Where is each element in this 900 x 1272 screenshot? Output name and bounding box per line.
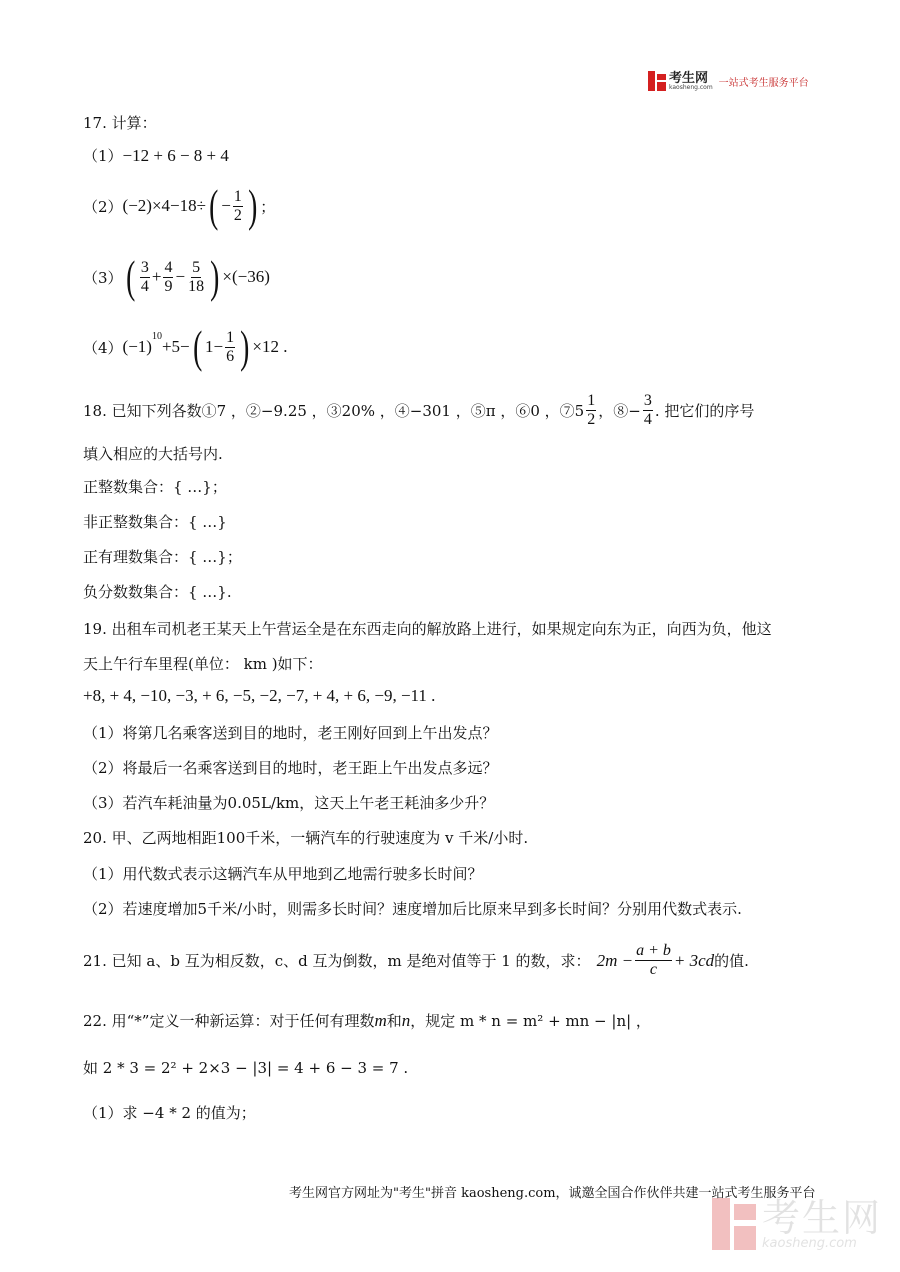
q19-p1: （1）将第几名乘客送到目的地时，老王刚好回到上午出发点？ [83, 724, 498, 742]
q18-line2: 填入相应的大括号内. [83, 445, 223, 463]
q17-p1-expr: −12 + 6 − 8 + 4 [122, 145, 229, 165]
q17-part2: （2） (−2)×4−18÷ ( − $\frac{1}{2}$ ) ； [83, 180, 276, 231]
q18-frac8: $\frac{3}{4}$ [643, 392, 652, 428]
q19-line2: 天上午行车里程(单位： km )如下： [83, 655, 323, 673]
q17-p3-frac3: $\frac{5}{18}$ [188, 258, 205, 295]
q22-var-m: m [374, 1010, 387, 1030]
q18-frac7: $\frac{1}{2}$ [587, 392, 596, 428]
q17-p3-end: ×(−36) [222, 267, 270, 286]
q20-line1: 20. 甲、乙两地相距100千米，一辆汽车的行驶速度为 v 千米/小时. [83, 829, 529, 847]
header-slogan: 一站式考生服务平台 [718, 77, 809, 89]
q18-set2: 非正整数集合：{ …} [83, 513, 227, 531]
q17-p2-label: （2） [83, 197, 123, 216]
q18-set1: 正整数集合：{ …}； [83, 478, 227, 496]
q17-part3: （3） ( $\frac{3}{4}$ + $\frac{4}{9}$ − $\frac{5}{18}$ ) ×(−36) [83, 251, 270, 302]
q17-p4-exponent: 10 [151, 331, 162, 342]
watermark-name: 考生网 [762, 1195, 883, 1240]
watermark-url: kaosheng.com [762, 1235, 857, 1251]
q17-p2-expr-a: (−2)×4−18÷ [122, 196, 206, 215]
q17-p4-fraction: $\frac{1}{6}$ [226, 328, 235, 365]
q17-p4-c: 1− [204, 337, 224, 356]
q18-line1-b: ，⑧− [598, 402, 641, 420]
q18-line1-a: 18. 已知下列各数①7 ，②−9.25 ，③20% ，④−301 ，⑤π ，⑥0 ，⑦5 [83, 402, 585, 420]
q21-fraction: $\frac{a + b}{c}$ [636, 942, 671, 978]
q19-data: +8, + 4, −10, −3, + 6, −5, −2, −7, + 4, + 6, −9, −11 . [83, 686, 436, 705]
q18-set4: 负分数数集合：{ …}. [83, 583, 232, 601]
watermark-mark-icon [712, 1198, 756, 1250]
q17-p3-frac1: $\frac{3}{4}$ [140, 258, 149, 295]
watermark-logo [712, 1195, 883, 1251]
q22-line1 [83, 1010, 651, 1031]
logo-mark-icon [648, 71, 666, 91]
q22-line2: 如 2 * 3 = 2² + 2×3 − |3| = 4 + 6 − 3 = 7 . [83, 1059, 409, 1077]
q19-p2: （2）将最后一名乘客送到目的地时，老王距上午出发点多远？ [83, 759, 498, 777]
q22-p1: （1）求 −4 * 2 的值为； [83, 1104, 256, 1122]
q17-p4-b: +5− [161, 337, 190, 356]
logo-name: 考生网 [669, 70, 709, 86]
q17-p3-op1: + [151, 267, 162, 286]
q22-line1-b: ，规定 m * n = m² + mn − |n| ， [410, 1012, 651, 1030]
q20-p1: （1）用代数式表示这辆汽车从甲地到乙地需行驶多长时间？ [83, 865, 483, 883]
q17-part4: （4） (−1) $^{10}$ +5− ( 1− $\frac{1}{6}$ ) ×12 . [83, 321, 288, 372]
q21-text: 21. 已知 a、b 互为相反数，c、d 互为倒数，m 是绝对值等于 1 的数，求： [83, 952, 591, 970]
q22-var-n: n [401, 1010, 411, 1030]
q17-p2-fraction: $\frac{1}{2}$ [233, 187, 242, 224]
q21-expr-a: 2m − [596, 950, 634, 970]
q17-p3-label: （3） [83, 268, 123, 287]
q21-end: 的值. [714, 952, 749, 970]
q21-line [83, 942, 749, 979]
q17-title: 17. 计算： [83, 114, 157, 132]
q22-and: 和 [386, 1012, 402, 1030]
q18-set3: 正有理数集合：{ …}； [83, 548, 242, 566]
q21-expr-b: + 3cd [673, 950, 715, 970]
q17-p2-neg: − [221, 196, 231, 215]
q17-p1-label: （1） [83, 147, 123, 165]
q17-p2-end: ； [260, 197, 276, 216]
q20-p2: （2）若速度增加5千米/小时，则需多长时间？速度增加后比原来早到多长时间？分别用代数式表示. [83, 900, 742, 918]
q18-line1 [83, 392, 754, 429]
footer-text: 考生网官方网址为"考生"拼音 kaosheng.com，诚邀全国合作伙伴共建一站式考生服务平台 [289, 1186, 816, 1201]
logo-url: kaosheng.com [669, 83, 713, 91]
q22-line1-a: 22. 用“*”定义一种新运算：对于任何有理数 [83, 1012, 375, 1030]
q17-p3-op2: − [175, 267, 186, 286]
q17-p3-frac2: $\frac{4}{9}$ [164, 258, 173, 295]
q19-p3: （3）若汽车耗油量为0.05L/km，这天上午老王耗油多少升？ [83, 794, 495, 812]
q18-line1-c: . 把它们的序号 [654, 402, 755, 420]
header-logo[interactable] [648, 71, 809, 91]
q17-p4-label: （4） [83, 338, 123, 357]
q17-part1 [83, 145, 229, 166]
q17-p4-base: (−1) [122, 337, 152, 356]
q17-p4-end: ×12 . [252, 337, 288, 356]
q19-line1: 19. 出租车司机老王某天上午营运全是在东西走向的解放路上进行，如果规定向东为正，向西为负，他这 [83, 620, 772, 638]
